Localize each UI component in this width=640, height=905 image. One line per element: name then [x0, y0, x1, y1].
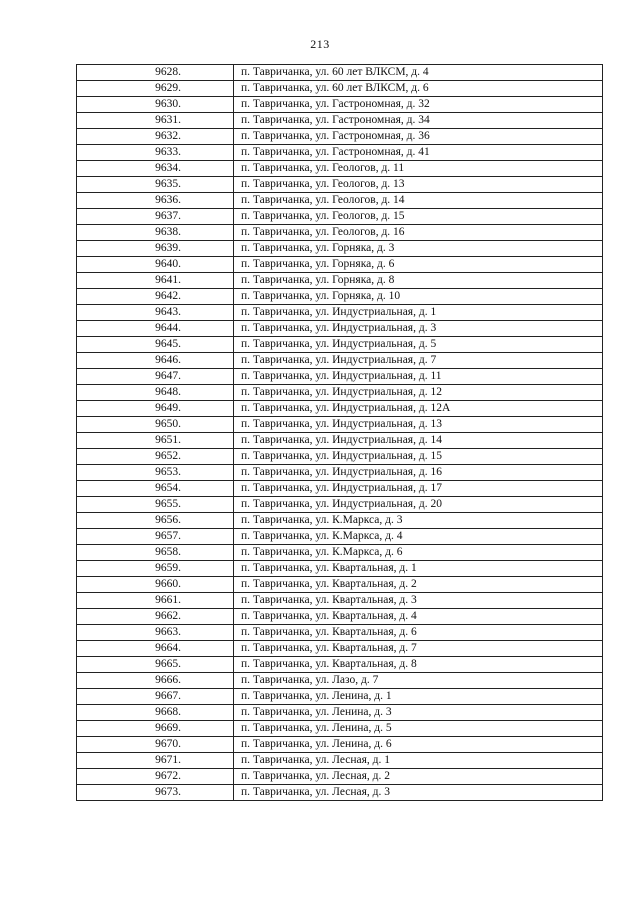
row-number-cell: 9637. [77, 209, 234, 225]
table-row [77, 497, 603, 513]
row-number-cell: 9668. [77, 705, 234, 721]
row-number-cell: 9639. [77, 241, 234, 257]
table-row [77, 465, 603, 481]
table-row [77, 561, 603, 577]
row-number-cell: 9671. [77, 753, 234, 769]
address-cell: п. Тавричанка, ул. Геологов, д. 14 [234, 193, 603, 209]
table-row [77, 385, 603, 401]
address-cell: п. Тавричанка, ул. Квартальная, д. 3 [234, 593, 603, 609]
row-number-cell: 9641. [77, 273, 234, 289]
table-row [77, 529, 603, 545]
row-number-cell: 9661. [77, 593, 234, 609]
table-row [77, 433, 603, 449]
row-number-cell: 9657. [77, 529, 234, 545]
address-cell: п. Тавричанка, ул. Квартальная, д. 6 [234, 625, 603, 641]
table-row [77, 737, 603, 753]
address-cell: п. Тавричанка, ул. Ленина, д. 3 [234, 705, 603, 721]
row-number-cell: 9658. [77, 545, 234, 561]
row-number-cell: 9659. [77, 561, 234, 577]
table-row [77, 321, 603, 337]
table-row [77, 337, 603, 353]
table-row [77, 113, 603, 129]
row-number-cell: 9651. [77, 433, 234, 449]
row-number-cell: 9666. [77, 673, 234, 689]
row-number-cell: 9636. [77, 193, 234, 209]
address-cell: п. Тавричанка, ул. Горняка, д. 6 [234, 257, 603, 273]
address-cell: п. Тавричанка, ул. Геологов, д. 15 [234, 209, 603, 225]
address-cell: п. Тавричанка, ул. Индустриальная, д. 7 [234, 353, 603, 369]
address-cell: п. Тавричанка, ул. Квартальная, д. 2 [234, 577, 603, 593]
address-cell: п. Тавричанка, ул. К.Маркса, д. 4 [234, 529, 603, 545]
table-row [77, 161, 603, 177]
table-row [77, 513, 603, 529]
address-cell: п. Тавричанка, ул. Лазо, д. 7 [234, 673, 603, 689]
address-cell: п. Тавричанка, ул. Индустриальная, д. 20 [234, 497, 603, 513]
table-row [77, 97, 603, 113]
table-row [77, 257, 603, 273]
address-cell: п. Тавричанка, ул. 60 лет ВЛКСМ, д. 6 [234, 81, 603, 97]
table-row [77, 209, 603, 225]
row-number-cell: 9664. [77, 641, 234, 657]
row-number-cell: 9642. [77, 289, 234, 305]
row-number-cell: 9640. [77, 257, 234, 273]
row-number-cell: 9633. [77, 145, 234, 161]
table-row [77, 417, 603, 433]
table-row [77, 609, 603, 625]
table-row [77, 753, 603, 769]
table-row [77, 545, 603, 561]
table-row [77, 273, 603, 289]
address-table-body [77, 65, 603, 801]
address-cell: п. Тавричанка, ул. Гастрономная, д. 41 [234, 145, 603, 161]
table-row [77, 577, 603, 593]
address-cell: п. Тавричанка, ул. Гастрономная, д. 32 [234, 97, 603, 113]
row-number-cell: 9667. [77, 689, 234, 705]
table-row [77, 721, 603, 737]
row-number-cell: 9631. [77, 113, 234, 129]
row-number-cell: 9654. [77, 481, 234, 497]
address-cell: п. Тавричанка, ул. Индустриальная, д. 14 [234, 433, 603, 449]
address-cell: п. Тавричанка, ул. Индустриальная, д. 5 [234, 337, 603, 353]
table-row [77, 369, 603, 385]
address-cell: п. Тавричанка, ул. Горняка, д. 3 [234, 241, 603, 257]
row-number-cell: 9632. [77, 129, 234, 145]
row-number-cell: 9660. [77, 577, 234, 593]
address-cell: п. Тавричанка, ул. Индустриальная, д. 16 [234, 465, 603, 481]
address-cell: п. Тавричанка, ул. Геологов, д. 13 [234, 177, 603, 193]
address-cell: п. Тавричанка, ул. Квартальная, д. 1 [234, 561, 603, 577]
row-number-cell: 9663. [77, 625, 234, 641]
address-cell: п. Тавричанка, ул. Индустриальная, д. 13 [234, 417, 603, 433]
table-row [77, 657, 603, 673]
table-row [77, 769, 603, 785]
row-number-cell: 9628. [77, 65, 234, 81]
address-cell: п. Тавричанка, ул. Индустриальная, д. 12 [234, 385, 603, 401]
table-row [77, 785, 603, 801]
row-number-cell: 9630. [77, 97, 234, 113]
row-number-cell: 9648. [77, 385, 234, 401]
address-cell: п. Тавричанка, ул. Геологов, д. 16 [234, 225, 603, 241]
address-cell: п. Тавричанка, ул. Гастрономная, д. 34 [234, 113, 603, 129]
address-cell: п. Тавричанка, ул. Горняка, д. 10 [234, 289, 603, 305]
row-number-cell: 9629. [77, 81, 234, 97]
row-number-cell: 9649. [77, 401, 234, 417]
table-row [77, 177, 603, 193]
address-table [76, 64, 603, 801]
table-row [77, 81, 603, 97]
table-row [77, 225, 603, 241]
row-number-cell: 9656. [77, 513, 234, 529]
page-number: 213 [310, 37, 330, 51]
table-row [77, 145, 603, 161]
address-cell: п. Тавричанка, ул. Индустриальная, д. 17 [234, 481, 603, 497]
address-cell: п. Тавричанка, ул. К.Маркса, д. 6 [234, 545, 603, 561]
table-row [77, 129, 603, 145]
address-cell: п. Тавричанка, ул. Ленина, д. 6 [234, 737, 603, 753]
row-number-cell: 9655. [77, 497, 234, 513]
table-row [77, 305, 603, 321]
address-cell: п. Тавричанка, ул. Индустриальная, д. 11 [234, 369, 603, 385]
address-cell: п. Тавричанка, ул. Ленина, д. 1 [234, 689, 603, 705]
row-number-cell: 9670. [77, 737, 234, 753]
address-cell: п. Тавричанка, ул. Лесная, д. 2 [234, 769, 603, 785]
row-number-cell: 9652. [77, 449, 234, 465]
row-number-cell: 9645. [77, 337, 234, 353]
row-number-cell: 9643. [77, 305, 234, 321]
address-cell: п. Тавричанка, ул. Квартальная, д. 7 [234, 641, 603, 657]
table-row [77, 481, 603, 497]
address-cell: п. Тавричанка, ул. К.Маркса, д. 3 [234, 513, 603, 529]
address-cell: п. Тавричанка, ул. Гастрономная, д. 36 [234, 129, 603, 145]
row-number-cell: 9650. [77, 417, 234, 433]
address-cell: п. Тавричанка, ул. Индустриальная, д. 3 [234, 321, 603, 337]
table-row [77, 65, 603, 81]
address-cell: п. Тавричанка, ул. Лесная, д. 3 [234, 785, 603, 801]
address-cell: п. Тавричанка, ул. Квартальная, д. 4 [234, 609, 603, 625]
address-cell: п. Тавричанка, ул. Квартальная, д. 8 [234, 657, 603, 673]
table-row [77, 241, 603, 257]
table-row [77, 593, 603, 609]
row-number-cell: 9665. [77, 657, 234, 673]
table-row [77, 689, 603, 705]
address-cell: п. Тавричанка, ул. Лесная, д. 1 [234, 753, 603, 769]
table-row [77, 401, 603, 417]
table-row [77, 289, 603, 305]
row-number-cell: 9673. [77, 785, 234, 801]
address-cell: п. Тавричанка, ул. Горняка, д. 8 [234, 273, 603, 289]
table-row [77, 449, 603, 465]
row-number-cell: 9644. [77, 321, 234, 337]
address-cell: п. Тавричанка, ул. 60 лет ВЛКСМ, д. 4 [234, 65, 603, 81]
row-number-cell: 9647. [77, 369, 234, 385]
row-number-cell: 9662. [77, 609, 234, 625]
row-number-cell: 9646. [77, 353, 234, 369]
table-row [77, 641, 603, 657]
address-cell: п. Тавричанка, ул. Индустриальная, д. 1 [234, 305, 603, 321]
row-number-cell: 9672. [77, 769, 234, 785]
table-row [77, 193, 603, 209]
row-number-cell: 9669. [77, 721, 234, 737]
address-cell: п. Тавричанка, ул. Геологов, д. 11 [234, 161, 603, 177]
address-cell: п. Тавричанка, ул. Индустриальная, д. 15 [234, 449, 603, 465]
address-cell: п. Тавричанка, ул. Ленина, д. 5 [234, 721, 603, 737]
row-number-cell: 9638. [77, 225, 234, 241]
table-row [77, 625, 603, 641]
table-row [77, 705, 603, 721]
row-number-cell: 9653. [77, 465, 234, 481]
table-row [77, 353, 603, 369]
row-number-cell: 9635. [77, 177, 234, 193]
row-number-cell: 9634. [77, 161, 234, 177]
table-row [77, 673, 603, 689]
address-cell: п. Тавричанка, ул. Индустриальная, д. 12А [234, 401, 603, 417]
